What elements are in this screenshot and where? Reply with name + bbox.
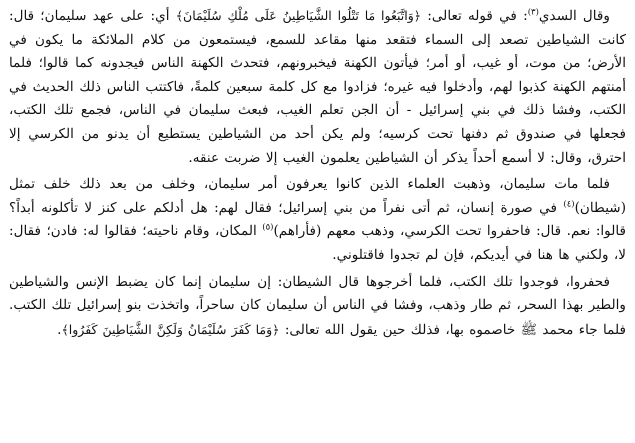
paragraph-text: : في قوله تعالى: [421,8,528,24]
paragraph-text: في صورة إنسان، ثم أتى نفراً من بني إسرائيل؛ فقال لهم: هل أدلكم على كنز لا تأكلونه أبداً؟ قالوا: نعم. قال: فاحفروا تحت الكرسي، وذهب معهم (فأراهم) [9,199,626,240]
paragraph-text: . [57,321,62,338]
paragraph-text: أي: على عهد سليمان؛ قال: كانت الشياطين تصعد إلى السماء فتقعد منها مقاعد للسمع، فيستمعون من كلام الملائكة ما يكون في الأرض؛ من موت، أو غيب، أو أمر؛ فيأتون الكهنة فيخبرونهم، فتحدث الكهنة الناس فيجدونه كما قالوا؛ فلما أمنتهم الكهنة كذبوا لهم، وأدخلوا فيه غيره؛ فزادوا مع كل كلمة سبعين كلمةً، فاكتتب الناس ذلك الحديث في الكتب، وفشا ذلك في بني إسرائيل - أن الجن تعلم الغيب، فبعث سليمان في الناس، فجمع تلك الكتب، فجعلها في صندوق ثم دفنها تحت كرسيه؛ ولم يكن أحد من الشياطين يستطيع أن يدنو من الكرسي إلا احترق، وقال: لا أسمع أحداً يذكر أن الشياطين يعلمون الغيب إلا ضربت عنقه. [9,8,626,166]
footnote-marker: (٤) [563,199,575,210]
quran-verse-quote: ﴿وَمَا كَفَرَ سُلَيْمَانُ وَلَكِنَّ الشَّيَاطِينَ كَفَرُوا﴾ [61,321,280,337]
paragraph-text: فحفروا، فوجدوا تلك الكتب، فلما أخرجوها قال الشيطان: إن سليمان إنما كان يضبط الإنس والشياطين والطير بهذا السحر، ثم طار وذهب، وفشا في الناس أن سليمان كان ساحراً، واتخذت بنو إسرائيل تلك الكتب. فلما جاء محمد ﷺ خاصموه بها، فذلك حين يقول الله تعالى: [9,273,626,338]
paragraph-text: المكان، وقام ناحيته؛ فقالوا له: فادن؛ فقال: لا، ولكني ها هنا في أيديكم، فإن لم تجدوا فاقتلوني. [9,223,626,263]
quran-verse-quote: ﴿وَاتَّبَعُوا مَا تَتْلُوا الشَّيَاطِينُ عَلَى مُلْكِ سُلَيْمَانَ﴾ [175,8,422,23]
paragraph-text: فلما مات سليمان، وذهبت العلماء الذين كانوا يعرفون أمر سليمان، وخلف من بعد ذلك خلف تمثل (شيطان) [9,176,626,216]
paragraph-after-death [9,173,626,267]
footnote-marker: (٣) [527,7,539,18]
paragraph-digging [9,271,626,343]
paragraph-suddi-narration [9,4,626,170]
paragraph-text: وقال السدي [538,8,610,24]
footnote-marker: (٥) [262,222,274,233]
